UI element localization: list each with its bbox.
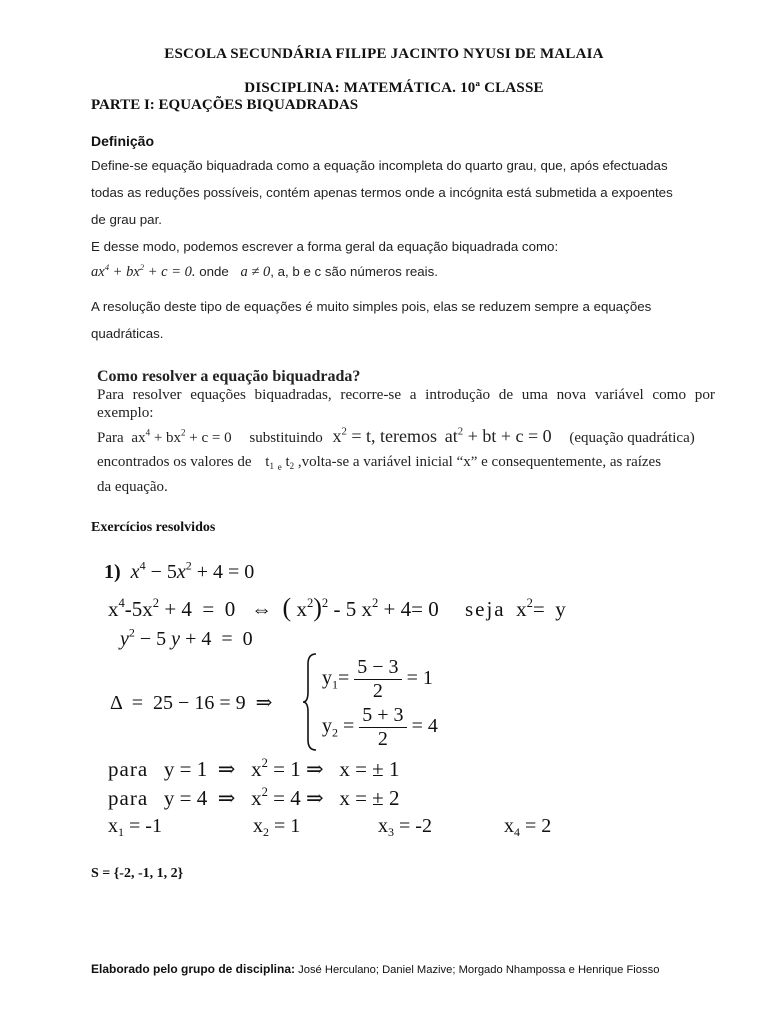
howto-para: Para — [97, 430, 124, 446]
howto-teremos: , teremos — [371, 426, 438, 446]
exercise-1-step-1: $x^4-5x^2 + 4 = 0$ ⇔ ( $x^2)^2 - 5$ $x^2 + 4= 0$ seja $x^2= y$ — [108, 593, 566, 622]
system-y2: $y_2$ = $\frac{5 + 3}{2}$ = 4 — [322, 704, 438, 750]
exercise-seja: seja — [464, 597, 506, 621]
howto-title: Como resolver a equação biquadrada? — [97, 368, 361, 385]
y1-fraction: $\frac{5 - 3}{2}$ — [354, 656, 401, 703]
root-x3-value: -2 — [415, 815, 432, 837]
howto-substituindo: substituindo — [249, 430, 323, 446]
howto-line-5: da equação. — [97, 479, 168, 495]
howto-encontrados: encontrados os valores de — [97, 454, 252, 470]
footer-credits — [91, 962, 659, 976]
exercises-title: Exercícios resolvidos — [91, 520, 216, 535]
howto-line-3 — [97, 426, 715, 447]
definition-line-1: Define-se equação biquadrada como a equação incompleta do quarto grau, que, após efectuadas — [91, 158, 668, 173]
root-x3: $x_3 = -2$ — [378, 815, 432, 840]
howto-formula-3: $at^2$ + bt + c = 0 — [444, 425, 552, 446]
general-form-condition-text: , a, b e c são números reais. — [270, 264, 438, 279]
root-x4-value: 2 — [541, 815, 552, 837]
howto-line-1: Para resolver equações biquadradas, recorre-se a introdução de uma nova variável como por — [97, 386, 715, 403]
howto-quadratica: (equação quadrática) — [569, 430, 695, 446]
solution-set: S = {-2, -1, 1, 2} — [91, 866, 184, 881]
school-name: ESCOLA SECUNDÁRIA FILIPE JACINTO NYUSI DE MALAIA — [164, 46, 604, 62]
exercise-1-statement: 1) $x^4 - 5x^2 + 4 = 0$ — [104, 558, 255, 583]
exercise-1-delta: Δ = 25 − 16 = 9 ⇒ — [110, 692, 273, 714]
general-form-line — [91, 261, 438, 281]
exercise-1-para-1: para y = 1 ⇒ $x^2 = 1$ ⇒ x = ± 1 — [108, 756, 400, 781]
howto-t1-t2: $t_1$ $_e$ $t_2$ — [265, 454, 295, 472]
exercise-1-para-2: para y = 4 ⇒ $x^2 = 4$ ⇒ x = ± 2 — [108, 785, 400, 810]
howto-section — [97, 368, 715, 422]
root-x2: $x_2 = 1$ — [253, 815, 301, 840]
howto-volta: ,volta-se a variável inicial “x” e consequentemente, as raízes — [297, 454, 662, 470]
howto-line-2: exemplo: — [97, 404, 154, 421]
y2-fraction: $\frac{5 + 3}{2}$ — [359, 704, 406, 751]
root-x1-value: -1 — [145, 815, 162, 837]
definition-after-2: quadráticas. — [91, 326, 164, 341]
footer-label: Elaborado pelo grupo de disciplina: — [91, 962, 296, 976]
general-form-onde: onde — [195, 264, 233, 279]
exercise-1-step-2: $y^2 - 5$ y + 4 = 0 — [120, 625, 253, 650]
howto-line-4 — [97, 454, 715, 472]
definition-after-1: A resolução deste tipo de equações é muito simples pois, elas se reduzem sempre a equações — [91, 299, 652, 314]
para-label-1: para — [108, 757, 149, 781]
definition-title: Definição — [91, 133, 155, 149]
general-form-formula: $ax^4 + bx^2 + c = 0$. — [91, 261, 196, 280]
definition-line-2: todas as reduções possíveis, contém apenas termos onde a incógnita está submetida a expoentes — [91, 185, 673, 200]
root-x1: $x_1 = -1$ — [108, 815, 162, 840]
root-x4: $x_4 = 2$ — [504, 815, 552, 840]
discipline-title: DISCIPLINA: MATEMÁTICA. 10ª CLASSE — [244, 80, 544, 96]
general-form-condition: a ≠ 0 — [240, 264, 271, 280]
howto-formula-1: $ax^4 + bx^2 + c = 0$ — [131, 427, 232, 446]
para-label-2: para — [108, 786, 149, 810]
howto-formula-2: $x^2 = t$ — [332, 425, 372, 446]
exercise-number: 1) — [104, 561, 121, 583]
root-x2-value: 1 — [290, 815, 301, 837]
part-title: PARTE I: EQUAÇÕES BIQUADRADAS — [91, 97, 359, 113]
footer-authors: José Herculano; Daniel Mazive; Morgado Nhampossa e Henrique Fiosso — [298, 964, 660, 976]
system-brace — [302, 652, 318, 752]
definition-line-4: E desse modo, podemos escrever a forma geral da equação biquadrada como: — [91, 239, 559, 254]
system-y1: $y_1=$ $\frac{5 - 3}{2}$ = 1 — [322, 656, 433, 702]
definition-line-3: de grau par. — [91, 212, 162, 227]
howto-e: e — [277, 462, 282, 472]
